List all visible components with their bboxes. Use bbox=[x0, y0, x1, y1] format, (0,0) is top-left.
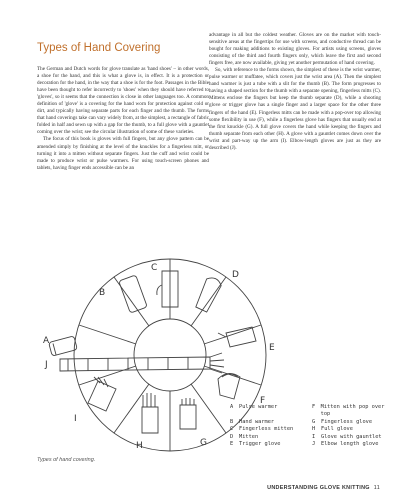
mitten-icon bbox=[194, 275, 223, 313]
elbow-glove-icon bbox=[60, 353, 224, 373]
gauntlet-glove-icon bbox=[88, 377, 116, 411]
legend-key: A bbox=[230, 404, 234, 410]
legend-text: Fingerless mitten bbox=[239, 426, 294, 433]
legend-text: Mitten with pop over top bbox=[320, 404, 385, 418]
figure-label: D bbox=[232, 270, 239, 280]
page-footer bbox=[267, 485, 380, 491]
fingerless-glove-icon bbox=[180, 398, 196, 429]
figure-label: B bbox=[99, 288, 106, 298]
legend-text: Hand warmer bbox=[239, 418, 275, 425]
figure-label: J bbox=[45, 360, 48, 370]
legend-key: J bbox=[312, 441, 316, 448]
legend-key: B bbox=[230, 418, 234, 425]
legend-key: C bbox=[230, 426, 234, 433]
paragraph: The German and Dutch words for glove translate as 'hand shoes' – in other words, a shoe for the hand, and this is what a glove is, in effect. It is a protection or decoration for the hand, in the way that a shoe is for the foot. Passages in the Bible have been thought to refer incorrectly to 'shoes' when they should have referred to 'gloves', so it seems that the connection is close in other languages too. A common definition of 'glove' is a covering for the hand worn for protection against cold or dirt, and typically having separate parts for each finger and the thumb. The forms that hand coverings take can vary widely from, at the simplest, a rectangle of fabric folded in half and sewn up with a gap for the thumb, to a full glove with a gauntlet coming over the wrist; see the circular illustration of some of these varieties. bbox=[37, 66, 209, 136]
legend-key: H bbox=[312, 426, 316, 433]
legend-key: F bbox=[312, 404, 316, 410]
figure-label: I bbox=[74, 414, 77, 424]
inner-ring bbox=[134, 319, 206, 391]
full-glove-icon bbox=[142, 393, 158, 433]
figure-label: F bbox=[260, 396, 266, 406]
section-heading: Types of Hand Covering bbox=[37, 42, 161, 54]
figure-label: G bbox=[200, 438, 207, 448]
paragraph: advantage in all but the coldest weather. Gloves are on the market with touch-sensitive areas at the fingertips for use with screens, and conductive thread can be bought for making additions to existing gloves. For artists using screens, gloves consisting of the third and fourth fingers only, which leave the first and second fingers free, are now available, giving yet another permutation of hand covering. bbox=[209, 32, 381, 67]
right-column bbox=[209, 32, 381, 152]
figure-label: C bbox=[151, 263, 158, 273]
legend-text: Fingerless glove bbox=[321, 418, 373, 425]
figure-caption: Types of hand covering. bbox=[37, 457, 96, 463]
figure-label: A bbox=[43, 336, 50, 346]
figure-legend bbox=[230, 404, 400, 448]
legend-key: E bbox=[230, 441, 234, 448]
figure-label: H bbox=[136, 441, 143, 451]
figure-label: E bbox=[269, 343, 275, 353]
legend-text: Pulse warmer bbox=[239, 404, 278, 410]
legend-text: Full glove bbox=[321, 426, 353, 433]
legend-text: Trigger glove bbox=[239, 441, 281, 448]
running-head: UNDERSTANDING GLOVE KNITTING bbox=[267, 485, 370, 491]
legend-text: Elbow length glove bbox=[321, 441, 379, 448]
legend-key: G bbox=[312, 418, 316, 425]
pulse-warmer-icon bbox=[49, 336, 78, 356]
fingerless-mitten-icon bbox=[157, 271, 178, 307]
paragraph: So, with reference to the forms shown, the simplest of these is the wrist warmer, pulse warmer or muffatee, which covers just the wrist area (A). Then the simplest hand warmer is just a tube with a slit for the thumb (B). The form progresses to having a shaped section for the thumb with a separate opening, fingerless mitts (C). Mittens enclose the fingers but keep the thumb separate (D), while a shooting glove or trigger glove has a single finger and a larger space for the other three fingers of the hand (E). Fingerless mitts can be made with a pop-over top allowing some flexibility in use (F), while a fingerless glove has fingers that usually end at the first knuckle (G). A full glove covers the hand while keeping the fingers and thumb separate from each other (H). A glove with a gauntlet comes down over the wrist and part-way up the arm (I). Elbow-length gloves are just as they are described (J). bbox=[209, 67, 381, 151]
legend-key: I bbox=[312, 433, 316, 440]
paragraph: The focus of this book is gloves with full fingers, but any glove pattern can be amended simply by finishing at the level of the knuckles for a fingerless mitt, or turning it into a mitten without separate fingers. Just the cuff and wrist could be made to produce wrist or pulse warmers. For using touch-screen phones and tablets, having finger ends accessible can be an bbox=[37, 136, 209, 171]
legend-key: D bbox=[230, 433, 234, 440]
left-column bbox=[37, 66, 209, 172]
page-number: 11 bbox=[373, 485, 380, 491]
legend-text: Glove with gauntlet bbox=[321, 433, 382, 440]
hand-warmer-icon bbox=[119, 275, 148, 313]
legend-text: Mitten bbox=[239, 433, 259, 440]
